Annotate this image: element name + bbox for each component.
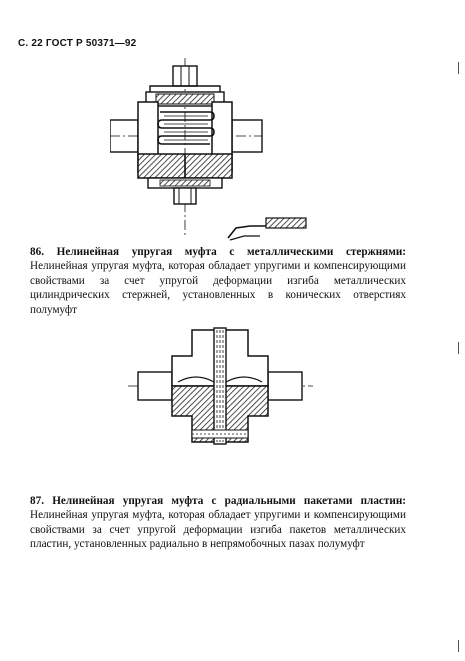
margin-mark bbox=[458, 342, 459, 354]
item-title: Нелинейная упругая муфта с металлическими стержнями: bbox=[56, 246, 407, 258]
caption-item-87 bbox=[30, 494, 406, 552]
item-number: 87. bbox=[30, 495, 44, 507]
item-description: Нелинейная упругая муфта, которая обладает упругими и компенсирующими свойствами за счет упругой деформации изгиба пакетов металлических пластин, установленных радиально в непрямобочных пазах полумуфт bbox=[30, 509, 406, 551]
caption-item-86 bbox=[30, 245, 406, 317]
item-title: Нелинейная упругая муфта с радиальными пакетами пластин: bbox=[52, 495, 407, 507]
margin-mark bbox=[458, 640, 459, 652]
coupling-drawing-radial-plates bbox=[128, 326, 313, 450]
item-number: 86. bbox=[30, 246, 44, 258]
margin-mark bbox=[458, 62, 459, 74]
page-header: С. 22 ГОСТ Р 50371—92 bbox=[18, 38, 137, 49]
item-description: Нелинейная упругая муфта, которая обладает упругими и компенсирующими свойствами за счет упругой деформации изгиба металлических цилиндрических стержней, установленных в конических отверстиях полумуфт bbox=[30, 260, 406, 316]
coupling-drawing-metal-rods bbox=[110, 58, 325, 243]
